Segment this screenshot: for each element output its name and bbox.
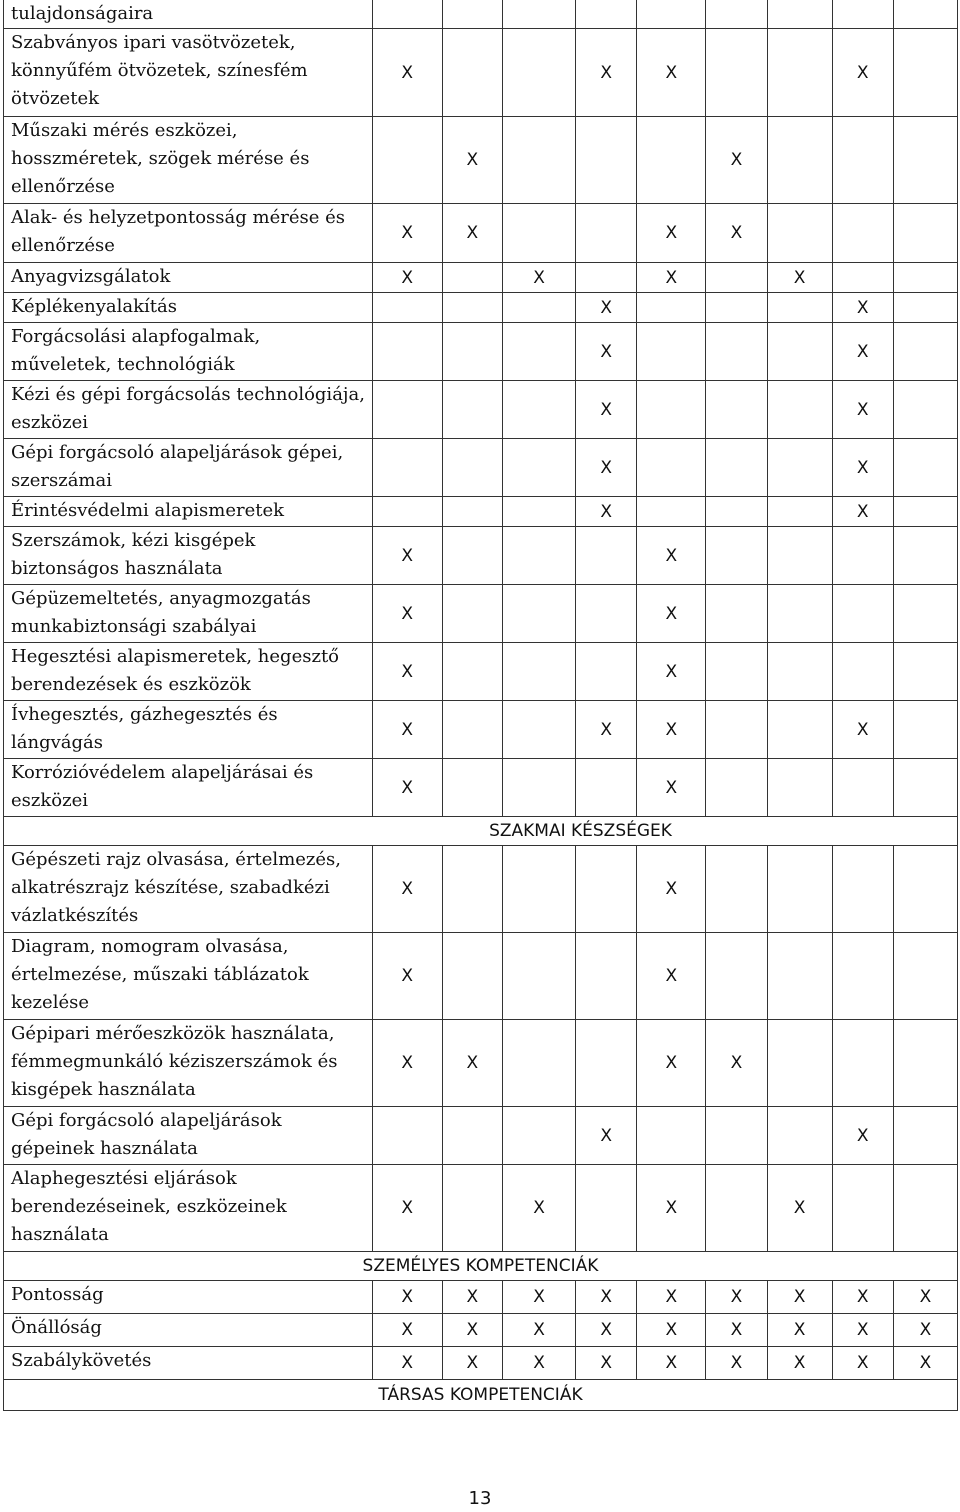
mark-cell: X xyxy=(502,1314,575,1347)
row-label: Pontosság xyxy=(4,1281,373,1314)
table-row xyxy=(4,381,958,439)
mark-cell: X xyxy=(893,1347,957,1380)
mark-cell xyxy=(832,204,893,263)
mark-cell xyxy=(502,29,575,117)
mark-cell xyxy=(502,0,575,29)
row-label: Önállóság xyxy=(4,1314,373,1347)
mark-cell xyxy=(637,323,706,381)
mark-cell xyxy=(502,643,575,701)
mark-cell xyxy=(893,1165,957,1252)
mark-cell: X xyxy=(767,1314,832,1347)
mark-cell xyxy=(893,263,957,293)
mark-cell xyxy=(767,933,832,1020)
table-row xyxy=(4,204,958,263)
mark-cell xyxy=(767,585,832,643)
mark-cell xyxy=(576,1020,637,1107)
mark-cell: X xyxy=(637,1347,706,1380)
mark-cell xyxy=(502,293,575,323)
table-row xyxy=(4,1314,958,1347)
mark-cell xyxy=(706,585,767,643)
mark-cell xyxy=(767,439,832,497)
row-label: Szerszámok, kézi kisgépek biztonságos használata xyxy=(4,527,373,585)
mark-cell xyxy=(576,585,637,643)
table-row xyxy=(4,1281,958,1314)
mark-cell xyxy=(893,846,957,933)
mark-cell: X xyxy=(576,1281,637,1314)
row-label: Anyagvizsgálatok xyxy=(4,263,373,293)
mark-cell xyxy=(893,439,957,497)
mark-cell xyxy=(372,0,442,29)
mark-cell xyxy=(442,439,502,497)
section-row xyxy=(4,1380,958,1411)
mark-cell xyxy=(442,1165,502,1252)
mark-cell xyxy=(502,527,575,585)
table-row xyxy=(4,933,958,1020)
table-row xyxy=(4,29,958,117)
mark-cell xyxy=(442,701,502,759)
section-row xyxy=(4,817,958,846)
row-label: Korrózióvédelem alapeljárásai és eszközei xyxy=(4,759,373,817)
mark-cell: X xyxy=(576,29,637,117)
mark-cell: X xyxy=(832,439,893,497)
mark-cell: X xyxy=(637,759,706,817)
section-heading: TÁRSAS KOMPETENCIÁK xyxy=(4,1380,958,1411)
mark-cell: X xyxy=(576,1347,637,1380)
mark-cell xyxy=(442,497,502,527)
mark-cell xyxy=(502,117,575,204)
mark-cell xyxy=(442,293,502,323)
table-row xyxy=(4,1107,958,1165)
mark-cell xyxy=(832,846,893,933)
mark-cell xyxy=(372,381,442,439)
mark-cell: X xyxy=(637,933,706,1020)
mark-cell xyxy=(372,117,442,204)
mark-cell xyxy=(893,643,957,701)
mark-cell xyxy=(832,643,893,701)
mark-cell xyxy=(767,846,832,933)
mark-cell: X xyxy=(832,497,893,527)
mark-cell xyxy=(893,381,957,439)
mark-cell xyxy=(442,846,502,933)
mark-cell: X xyxy=(576,1314,637,1347)
mark-cell: X xyxy=(637,29,706,117)
mark-cell xyxy=(502,585,575,643)
mark-cell xyxy=(767,204,832,263)
mark-cell xyxy=(576,1165,637,1252)
mark-cell: X xyxy=(767,263,832,293)
mark-cell xyxy=(502,933,575,1020)
mark-cell xyxy=(442,1107,502,1165)
mark-cell xyxy=(767,117,832,204)
mark-cell: X xyxy=(576,497,637,527)
mark-cell xyxy=(893,1020,957,1107)
mark-cell xyxy=(502,1020,575,1107)
mark-cell xyxy=(502,381,575,439)
mark-cell xyxy=(893,497,957,527)
mark-cell xyxy=(767,0,832,29)
mark-cell xyxy=(893,0,957,29)
row-label: Gépi forgácsoló alapeljárások gépei, szerszámai xyxy=(4,439,373,497)
mark-cell: X xyxy=(637,1281,706,1314)
mark-cell: X xyxy=(637,585,706,643)
row-label: Szabálykövetés xyxy=(4,1347,373,1380)
mark-cell: X xyxy=(832,29,893,117)
mark-cell xyxy=(706,759,767,817)
mark-cell: X xyxy=(372,643,442,701)
mark-cell xyxy=(706,293,767,323)
mark-cell xyxy=(706,1107,767,1165)
mark-cell: X xyxy=(576,439,637,497)
mark-cell xyxy=(893,585,957,643)
row-label: Műszaki mérés eszközei, hosszméretek, szögek mérése és ellenőrzése xyxy=(4,117,373,204)
mark-cell: X xyxy=(767,1281,832,1314)
mark-cell xyxy=(502,497,575,527)
mark-cell: X xyxy=(372,1314,442,1347)
mark-cell xyxy=(893,204,957,263)
mark-cell: X xyxy=(372,263,442,293)
mark-cell xyxy=(442,933,502,1020)
mark-cell: X xyxy=(832,1107,893,1165)
row-label: Gépi forgácsoló alapeljárások gépeinek használata xyxy=(4,1107,373,1165)
row-label: Képlékenyalakítás xyxy=(4,293,373,323)
mark-cell xyxy=(502,439,575,497)
mark-cell: X xyxy=(637,1314,706,1347)
row-label: Hegesztési alapismeretek, hegesztő berendezések és eszközök xyxy=(4,643,373,701)
mark-cell xyxy=(706,527,767,585)
mark-cell: X xyxy=(637,1020,706,1107)
mark-cell: X xyxy=(637,527,706,585)
mark-cell xyxy=(372,497,442,527)
mark-cell xyxy=(576,263,637,293)
mark-cell xyxy=(442,381,502,439)
mark-cell xyxy=(576,527,637,585)
mark-cell: X xyxy=(767,1165,832,1252)
mark-cell xyxy=(637,117,706,204)
mark-cell: X xyxy=(372,585,442,643)
mark-cell: X xyxy=(372,1165,442,1252)
mark-cell: X xyxy=(502,1347,575,1380)
mark-cell: X xyxy=(576,1107,637,1165)
mark-cell xyxy=(893,117,957,204)
mark-cell xyxy=(706,323,767,381)
table-row xyxy=(4,1165,958,1252)
mark-cell: X xyxy=(372,759,442,817)
mark-cell: X xyxy=(442,204,502,263)
mark-cell xyxy=(706,701,767,759)
mark-cell xyxy=(706,643,767,701)
mark-cell: X xyxy=(706,1281,767,1314)
mark-cell: X xyxy=(442,1281,502,1314)
mark-cell: X xyxy=(832,1281,893,1314)
mark-cell: X xyxy=(637,701,706,759)
mark-cell: X xyxy=(576,381,637,439)
row-label: Szabványos ipari vasötvözetek, könnyűfém ötvözetek, színesfém ötvözetek xyxy=(4,29,373,117)
mark-cell xyxy=(767,29,832,117)
mark-cell xyxy=(502,846,575,933)
table-row xyxy=(4,759,958,817)
mark-cell xyxy=(576,933,637,1020)
mark-cell xyxy=(893,1107,957,1165)
mark-cell: X xyxy=(442,1347,502,1380)
mark-cell: X xyxy=(832,1347,893,1380)
mark-cell: X xyxy=(372,933,442,1020)
mark-cell xyxy=(767,323,832,381)
mark-cell xyxy=(767,497,832,527)
mark-cell: X xyxy=(442,117,502,204)
mark-cell xyxy=(372,293,442,323)
mark-cell: X xyxy=(372,701,442,759)
mark-cell xyxy=(832,759,893,817)
mark-cell xyxy=(637,381,706,439)
mark-cell: X xyxy=(442,1020,502,1107)
mark-cell xyxy=(893,933,957,1020)
mark-cell: X xyxy=(502,1281,575,1314)
mark-cell xyxy=(576,759,637,817)
mark-cell xyxy=(832,1165,893,1252)
mark-cell xyxy=(767,759,832,817)
mark-cell: X xyxy=(502,263,575,293)
mark-cell: X xyxy=(576,323,637,381)
mark-cell xyxy=(767,643,832,701)
row-label: Alak- és helyzetpontosság mérése és ellenőrzése xyxy=(4,204,373,263)
mark-cell xyxy=(706,439,767,497)
table-row xyxy=(4,293,958,323)
mark-cell: X xyxy=(637,1165,706,1252)
mark-cell xyxy=(706,381,767,439)
mark-cell xyxy=(767,527,832,585)
mark-cell xyxy=(502,323,575,381)
mark-cell xyxy=(442,527,502,585)
mark-cell: X xyxy=(832,381,893,439)
table-row xyxy=(4,0,958,29)
section-row xyxy=(4,1252,958,1281)
mark-cell xyxy=(893,701,957,759)
mark-cell xyxy=(576,846,637,933)
mark-cell: X xyxy=(832,701,893,759)
row-label: Gépészeti rajz olvasása, értelmezés, alkatrészrajz készítése, szabadkézi vázlatkészítés xyxy=(4,846,373,933)
mark-cell xyxy=(706,0,767,29)
mark-cell xyxy=(832,527,893,585)
table-row xyxy=(4,323,958,381)
mark-cell xyxy=(706,1165,767,1252)
mark-cell xyxy=(576,643,637,701)
mark-cell xyxy=(637,497,706,527)
mark-cell xyxy=(372,439,442,497)
mark-cell xyxy=(502,1107,575,1165)
mark-cell xyxy=(576,0,637,29)
mark-cell xyxy=(832,933,893,1020)
mark-cell xyxy=(637,0,706,29)
mark-cell: X xyxy=(637,643,706,701)
mark-cell xyxy=(637,293,706,323)
row-label: Ívhegesztés, gázhegesztés és lángvágás xyxy=(4,701,373,759)
mark-cell xyxy=(767,1107,832,1165)
mark-cell xyxy=(767,381,832,439)
mark-cell xyxy=(637,439,706,497)
row-label: Gépüzemeltetés, anyagmozgatás munkabiztonsági szabályai xyxy=(4,585,373,643)
mark-cell xyxy=(502,759,575,817)
row-label: Érintésvédelmi alapismeretek xyxy=(4,497,373,527)
table-row xyxy=(4,846,958,933)
competency-table xyxy=(3,0,958,1411)
mark-cell: X xyxy=(637,204,706,263)
mark-cell xyxy=(442,29,502,117)
mark-cell: X xyxy=(832,293,893,323)
mark-cell xyxy=(576,204,637,263)
table-row xyxy=(4,585,958,643)
mark-cell xyxy=(832,0,893,29)
mark-cell xyxy=(442,643,502,701)
row-label: Gépipari mérőeszközök használata, fémmegmunkáló kéziszerszámok és kisgépek használata xyxy=(4,1020,373,1107)
mark-cell xyxy=(442,0,502,29)
table-row xyxy=(4,643,958,701)
mark-cell: X xyxy=(832,323,893,381)
mark-cell xyxy=(893,527,957,585)
mark-cell xyxy=(893,29,957,117)
mark-cell: X xyxy=(372,527,442,585)
table-row xyxy=(4,439,958,497)
table-row xyxy=(4,497,958,527)
row-label: Kézi és gépi forgácsolás technológiája, eszközei xyxy=(4,381,373,439)
mark-cell: X xyxy=(767,1347,832,1380)
mark-cell xyxy=(442,263,502,293)
mark-cell xyxy=(706,263,767,293)
mark-cell xyxy=(442,585,502,643)
mark-cell xyxy=(767,293,832,323)
mark-cell: X xyxy=(637,846,706,933)
mark-cell xyxy=(442,759,502,817)
mark-cell xyxy=(442,323,502,381)
table-row xyxy=(4,527,958,585)
table-row xyxy=(4,1347,958,1380)
mark-cell xyxy=(767,1020,832,1107)
mark-cell: X xyxy=(893,1281,957,1314)
mark-cell: X xyxy=(372,29,442,117)
mark-cell xyxy=(637,1107,706,1165)
mark-cell xyxy=(832,117,893,204)
mark-cell: X xyxy=(442,1314,502,1347)
mark-cell xyxy=(706,29,767,117)
mark-cell: X xyxy=(372,1347,442,1380)
mark-cell: X xyxy=(372,1281,442,1314)
mark-cell: X xyxy=(502,1165,575,1252)
mark-cell xyxy=(832,585,893,643)
mark-cell: X xyxy=(706,1314,767,1347)
mark-cell: X xyxy=(706,1347,767,1380)
mark-cell: X xyxy=(832,1314,893,1347)
row-label: Alaphegesztési eljárások berendezéseinek, eszközeinek használata xyxy=(4,1165,373,1252)
mark-cell xyxy=(893,293,957,323)
mark-cell xyxy=(372,323,442,381)
mark-cell: X xyxy=(372,1020,442,1107)
mark-cell xyxy=(706,497,767,527)
table-row xyxy=(4,1020,958,1107)
row-label: Diagram, nomogram olvasása, értelmezése, műszaki táblázatok kezelése xyxy=(4,933,373,1020)
mark-cell: X xyxy=(893,1314,957,1347)
section-heading: SZAKMAI KÉSZSÉGEK xyxy=(4,817,958,846)
row-label: tulajdonságaira xyxy=(4,0,373,29)
mark-cell xyxy=(706,846,767,933)
mark-cell: X xyxy=(576,293,637,323)
mark-cell xyxy=(502,701,575,759)
table-row xyxy=(4,117,958,204)
mark-cell xyxy=(893,323,957,381)
mark-cell: X xyxy=(637,263,706,293)
mark-cell xyxy=(893,759,957,817)
table-row xyxy=(4,701,958,759)
mark-cell xyxy=(767,701,832,759)
mark-cell xyxy=(502,204,575,263)
mark-cell: X xyxy=(372,846,442,933)
mark-cell xyxy=(706,933,767,1020)
section-heading: SZEMÉLYES KOMPETENCIÁK xyxy=(4,1252,958,1281)
mark-cell: X xyxy=(706,1020,767,1107)
mark-cell xyxy=(576,117,637,204)
page-number: 13 xyxy=(468,1488,492,1509)
row-label: Forgácsolási alapfogalmak, műveletek, technológiák xyxy=(4,323,373,381)
mark-cell: X xyxy=(372,204,442,263)
mark-cell: X xyxy=(706,117,767,204)
mark-cell xyxy=(832,263,893,293)
mark-cell: X xyxy=(706,204,767,263)
mark-cell xyxy=(832,1020,893,1107)
mark-cell xyxy=(372,1107,442,1165)
table-row xyxy=(4,263,958,293)
mark-cell: X xyxy=(576,701,637,759)
